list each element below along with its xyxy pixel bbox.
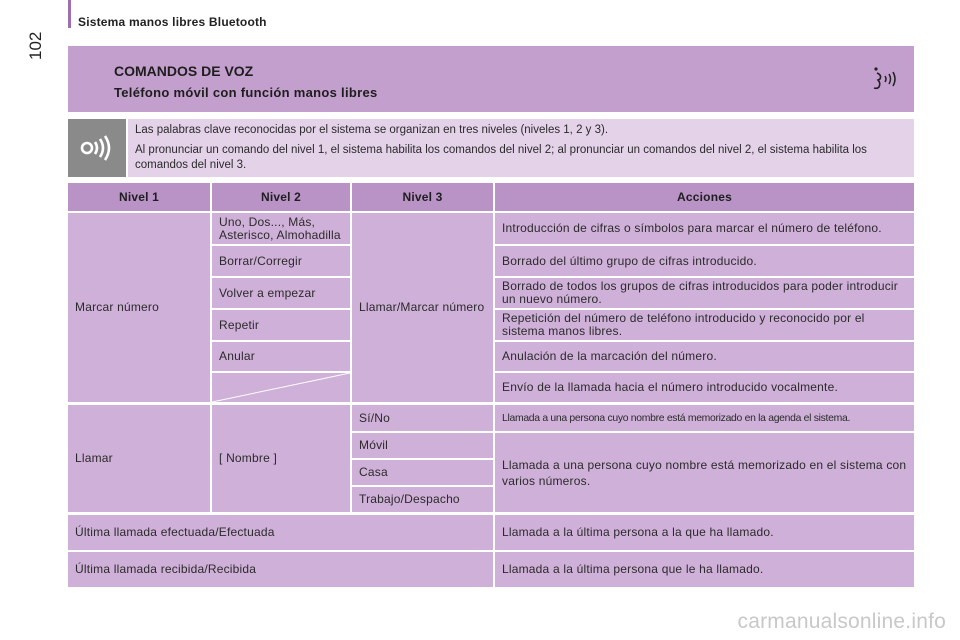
voice-icon-box <box>68 119 126 177</box>
nivel2-anular-cell: Anular <box>212 342 350 371</box>
accion-ultima-recibida-cell: Llamada a la última persona que le ha llamado. <box>495 552 914 587</box>
column-header-nivel3: Nivel 3 <box>352 183 493 211</box>
llamar-marcar-cell: Llamar/Marcar número <box>352 213 493 402</box>
accion-anular-cell: Anulación de la marcación del número. <box>495 342 914 371</box>
ultima-efectuada-cell: Última llamada efectuada/Efectuada <box>68 515 493 550</box>
nivel2-empty-cell <box>212 373 350 402</box>
intro-paragraph-1: Las palabras clave reconocidas por el sistema se organizan en tres niveles (niveles 1, 2 y 3). <box>135 124 609 136</box>
side-accent-bar <box>68 0 71 28</box>
running-head: Sistema manos libres Bluetooth <box>78 15 267 29</box>
nivel3-si-no-cell: Sí/No <box>352 405 493 431</box>
nivel2-repetir-cell: Repetir <box>212 310 350 340</box>
llamar-cell: Llamar <box>68 405 210 512</box>
marcar-numero-cell: Marcar número <box>68 213 210 402</box>
voice-commands-table <box>68 183 914 587</box>
section-subtitle: Teléfono móvil con función manos libres <box>114 85 378 100</box>
column-header-nivel1: Nivel 1 <box>68 183 210 211</box>
intro-text-box <box>128 119 914 177</box>
nombre-cell: [ Nombre ] <box>212 405 350 512</box>
ultima-recibida-cell: Última llamada recibida/Recibida <box>68 552 493 587</box>
nivel3-casa-cell: Casa <box>352 460 493 485</box>
column-header-nivel2: Nivel 2 <box>212 183 350 211</box>
accion-cifras-cell: Introducción de cifras o símbolos para marcar el número de teléfono. <box>495 213 914 244</box>
accion-ultima-efectuada-cell: Llamada a la última persona a la que ha llamado. <box>495 515 914 550</box>
accion-volver-cell: Borrado de todos los grupos de cifras introducidos para poder introducir un nuevo número. <box>495 278 914 308</box>
nivel2-cifras-cell: Uno, Dos..., Más, Asterisco, Almohadilla <box>212 213 350 244</box>
voice-waves-icon <box>80 135 114 161</box>
accion-repetir-cell: Repetición del número de teléfono introducido y reconocido por el sistema manos libres. <box>495 310 914 340</box>
accion-agenda-cell: Llamada a una persona cuyo nombre está memorizado en la agenda el sistema. <box>495 405 914 431</box>
watermark: carmanualsonline.info <box>737 610 946 633</box>
accion-varios-numeros-cell: Llamada a una persona cuyo nombre está memorizado en el sistema con varios números. <box>495 433 914 512</box>
section-header <box>68 46 914 112</box>
intro-paragraph-2: Al pronunciar un comando del nivel 1, el sistema habilita los comandos del nivel 2; al pronunciar un comandos del nivel 2, el sistema habilita los comandos del nivel 3. <box>135 144 867 171</box>
nivel3-movil-cell: Móvil <box>352 433 493 458</box>
nivel3-trabajo-cell: Trabajo/Despacho <box>352 487 493 512</box>
accion-envio-cell: Envío de la llamada hacia el número introducido vocalmente. <box>495 373 914 402</box>
column-header-acciones: Acciones <box>495 183 914 211</box>
accion-borrar-cell: Borrado del último grupo de cifras introducido. <box>495 246 914 276</box>
page-number: 102 <box>26 31 45 60</box>
section-title: COMANDOS DE VOZ <box>114 63 254 79</box>
nivel2-borrar-cell: Borrar/Corregir <box>212 246 350 276</box>
nivel2-volver-cell: Volver a empezar <box>212 278 350 308</box>
voice-command-icon <box>870 66 902 94</box>
